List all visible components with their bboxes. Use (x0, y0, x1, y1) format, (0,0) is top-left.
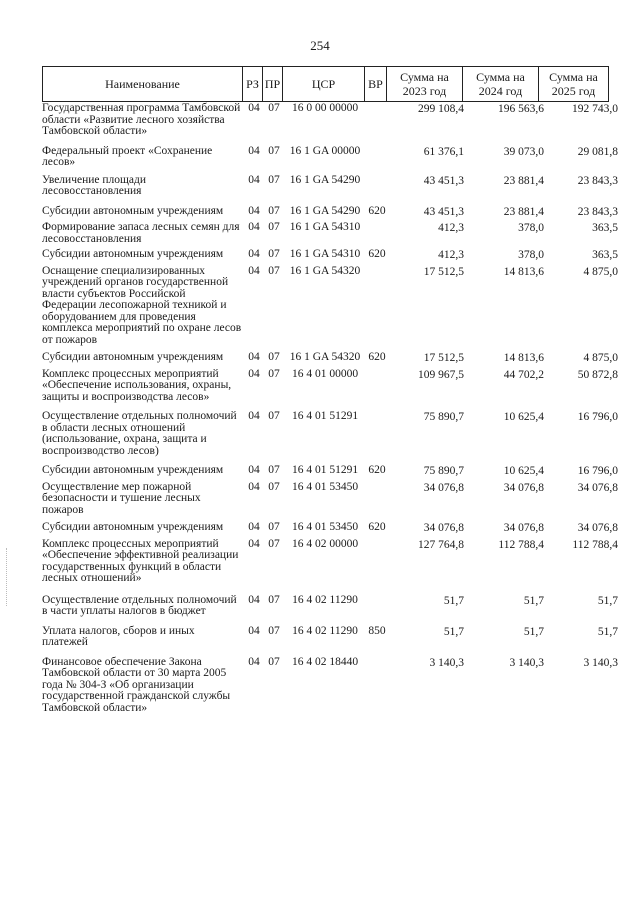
cell-vr (366, 175, 388, 206)
cell-name: Федеральный проект «Сохранение лесов» (42, 144, 213, 168)
cell-sum-2025: 29 081,8 (577, 145, 618, 158)
header-csr: ЦСР (283, 67, 365, 102)
cell-sum-2025: 16 796,0 (577, 411, 618, 423)
cell-sum-2025: 363,5 (592, 222, 618, 234)
cell-rz: 04 (248, 248, 260, 260)
cell-csr: 16 1 GA 54320 (289, 264, 361, 277)
margin-mark (6, 548, 8, 606)
table-row (42, 103, 619, 146)
cell-csr: 16 1 GA 54310 (289, 248, 361, 260)
header-pr: ПР (263, 67, 283, 102)
cell-rz: 04 (248, 204, 260, 217)
cell-sum-2024: 44 702,2 (503, 368, 544, 381)
cell-pr: 07 (268, 464, 280, 476)
cell-vr: 620 (368, 351, 386, 363)
cell-csr: 16 4 02 11290 (292, 624, 358, 637)
cell-pr: 07 (268, 351, 280, 363)
cell-sum-2024: 196 563,6 (498, 103, 544, 115)
cell-sum-2024: 10 625,4 (503, 465, 544, 477)
cell-pr: 07 (268, 102, 280, 114)
cell-name: Финансовое обеспечение Закона Тамбовской области от 30 марта 2005 года № 304-З «Об организации государственной гражданской службы Тамбовской области» (42, 655, 231, 714)
cell-name: Оснащение специализированных учреждений органов государственной власти субъектов Российской Федерации лесопожарной техникой и оборудованием для проведения комплекса мероприятий по охране лесов от пожаров (42, 264, 242, 346)
header-name: Наименование (43, 67, 243, 102)
cell-sum-2024: 10 625,4 (503, 411, 544, 423)
cell-pr: 07 (268, 248, 280, 260)
cell-rz: 04 (248, 655, 260, 668)
cell-pr: 07 (268, 410, 280, 422)
table-row (42, 206, 619, 223)
cell-sum-2023: 34 076,8 (423, 481, 464, 494)
cell-csr: 16 4 02 18440 (291, 655, 359, 668)
cell-sum-2024: 3 140,3 (509, 656, 544, 669)
cell-csr: 16 1 GA 54310 (289, 221, 361, 233)
cell-name: Субсидии автономным учреждениям (42, 204, 224, 217)
cell-sum-2025: 51,7 (597, 594, 618, 607)
cell-rz: 04 (248, 464, 260, 476)
cell-csr: 16 1 GA 00000 (289, 144, 361, 157)
cell-vr: 850 (368, 624, 386, 637)
table-row (42, 352, 619, 369)
cell-sum-2023: 43 451,3 (423, 205, 464, 218)
cell-sum-2023: 17 512,5 (423, 352, 464, 364)
cell-sum-2023: 412,3 (438, 222, 464, 234)
page-number: 254 (310, 38, 330, 53)
cell-sum-2024: 14 813,6 (503, 352, 544, 364)
cell-vr (366, 266, 388, 353)
budget-table (42, 103, 619, 714)
cell-name: Уплата налогов, сборов и иных платежей (42, 624, 195, 648)
cell-name: Увеличение площади лесовосстановления (42, 173, 146, 197)
cell-sum-2024: 23 881,4 (503, 174, 544, 187)
table-row (42, 411, 619, 465)
cell-csr: 16 4 01 51291 (291, 464, 359, 476)
cell-sum-2024: 378,0 (518, 222, 544, 234)
cell-rz: 04 (248, 537, 260, 550)
cell-name: Субсидии автономным учреждениям (42, 521, 224, 533)
cell-rz: 04 (248, 410, 260, 422)
cell-sum-2025: 192 743,0 (572, 103, 618, 115)
cell-pr: 07 (268, 144, 280, 157)
cell-sum-2023: 43 451,3 (423, 174, 464, 187)
cell-name: Осуществление отдельных полномочий в области лесных отношений (использование, охрана, защита и воспроизводство лесов) (42, 410, 237, 457)
cell-name: Субсидии автономным учреждениям (42, 464, 224, 476)
cell-sum-2023: 3 140,3 (429, 656, 464, 669)
cell-pr: 07 (268, 204, 280, 217)
cell-csr: 16 1 GA 54290 (289, 204, 361, 217)
cell-vr (366, 595, 388, 626)
cell-csr: 16 4 02 00000 (291, 537, 359, 550)
table-row (42, 249, 619, 266)
cell-sum-2023: 127 764,8 (418, 538, 464, 551)
cell-sum-2023: 61 376,1 (423, 145, 464, 158)
cell-vr (366, 103, 388, 146)
cell-sum-2025: 3 140,3 (583, 656, 618, 669)
cell-sum-2023: 75 890,7 (423, 411, 464, 423)
cell-sum-2024: 51,7 (523, 625, 544, 638)
table-row (42, 222, 619, 249)
cell-pr: 07 (268, 173, 280, 186)
table-row (42, 175, 619, 206)
cell-sum-2024: 39 073,0 (503, 145, 544, 158)
cell-sum-2023: 109 967,5 (418, 368, 464, 381)
cell-name: Комплекс процессных мероприятий «Обеспечение использования, охраны, защиты и воспроизводства лесов» (42, 367, 232, 403)
cell-rz: 04 (248, 367, 260, 380)
cell-vr (366, 411, 388, 465)
cell-vr: 620 (368, 248, 386, 260)
table-row (42, 465, 619, 482)
cell-pr: 07 (268, 521, 280, 533)
table-row (42, 146, 619, 175)
cell-csr: 16 4 01 51291 (291, 410, 359, 422)
table-row (42, 266, 619, 353)
cell-rz: 04 (248, 221, 260, 233)
cell-sum-2025: 50 872,8 (577, 368, 618, 381)
cell-sum-2023: 412,3 (438, 249, 464, 261)
cell-vr (366, 539, 388, 595)
cell-pr: 07 (268, 480, 280, 493)
cell-name: Осуществление отдельных полномочий в части уплаты налогов в бюджет (42, 593, 237, 617)
table-row (42, 369, 619, 412)
cell-sum-2024: 23 881,4 (503, 205, 544, 218)
cell-sum-2025: 23 843,3 (577, 174, 618, 187)
cell-name: Осуществление мер пожарной безопасности и тушение лесных пожаров (42, 480, 201, 516)
cell-sum-2023: 299 108,4 (418, 103, 464, 115)
cell-csr: 16 0 00 00000 (291, 102, 359, 114)
cell-rz: 04 (248, 144, 260, 157)
cell-csr: 16 4 01 53450 (291, 521, 359, 533)
cell-pr: 07 (268, 367, 280, 380)
cell-sum-2024: 378,0 (518, 249, 544, 261)
cell-name: Субсидии автономным учреждениям (42, 248, 224, 260)
cell-sum-2025: 34 076,8 (577, 522, 618, 534)
table-row (42, 539, 619, 595)
header-sum-2024: Сумма на 2024 год (463, 67, 539, 102)
cell-sum-2024: 112 788,4 (498, 538, 544, 551)
cell-rz: 04 (248, 521, 260, 533)
cell-sum-2024: 34 076,8 (503, 522, 544, 534)
table-header (42, 66, 609, 102)
cell-sum-2024: 14 813,6 (503, 265, 544, 278)
header-sum-2023: Сумма на 2023 год (387, 67, 463, 102)
cell-pr: 07 (268, 264, 280, 277)
header-vr: ВР (365, 67, 387, 102)
cell-pr: 07 (268, 655, 280, 668)
cell-sum-2024: 51,7 (523, 594, 544, 607)
table-row (42, 522, 619, 539)
cell-pr: 07 (268, 537, 280, 550)
cell-vr (366, 146, 388, 175)
table-row (42, 657, 619, 715)
header-sum-2025: Сумма на 2025 год (539, 67, 609, 102)
table-row (42, 626, 619, 657)
table-row (42, 482, 619, 523)
header-rz: РЗ (243, 67, 263, 102)
cell-sum-2025: 51,7 (597, 625, 618, 638)
cell-vr: 620 (368, 464, 386, 476)
cell-rz: 04 (248, 480, 260, 493)
cell-rz: 04 (248, 624, 260, 637)
cell-rz: 04 (248, 593, 260, 606)
cell-sum-2025: 363,5 (592, 249, 618, 261)
cell-vr (366, 482, 388, 523)
cell-sum-2025: 34 076,8 (577, 481, 618, 494)
cell-sum-2025: 4 875,0 (583, 265, 618, 278)
cell-vr (366, 657, 388, 715)
cell-vr: 620 (368, 521, 386, 533)
cell-name: Комплекс процессных мероприятий «Обеспечение эффективной реализации государственных функций в области лесных отношений» (42, 537, 239, 584)
table-row (42, 595, 619, 626)
cell-sum-2024: 34 076,8 (503, 481, 544, 494)
cell-name: Формирование запаса лесных семян для лесовосстановления (42, 221, 240, 245)
cell-vr (366, 222, 388, 249)
cell-vr: 620 (368, 204, 386, 217)
cell-pr: 07 (268, 593, 280, 606)
cell-sum-2023: 51,7 (443, 594, 464, 607)
cell-pr: 07 (268, 221, 280, 233)
cell-name: Государственная программа Тамбовской области «Развитие лесного хозяйства Тамбовской области» (42, 102, 241, 137)
cell-sum-2025: 4 875,0 (583, 352, 618, 364)
cell-csr: 16 1 GA 54320 (289, 351, 361, 363)
cell-vr (366, 369, 388, 412)
cell-csr: 16 4 01 53450 (291, 480, 359, 493)
cell-csr: 16 4 01 00000 (291, 367, 359, 380)
cell-sum-2023: 51,7 (443, 625, 464, 638)
cell-sum-2025: 23 843,3 (577, 205, 618, 218)
cell-sum-2023: 17 512,5 (423, 265, 464, 278)
cell-csr: 16 4 02 11290 (292, 593, 358, 606)
cell-rz: 04 (248, 102, 260, 114)
cell-csr: 16 1 GA 54290 (289, 173, 361, 186)
cell-sum-2023: 34 076,8 (423, 522, 464, 534)
cell-pr: 07 (268, 624, 280, 637)
cell-rz: 04 (248, 264, 260, 277)
cell-sum-2025: 112 788,4 (572, 538, 618, 551)
cell-rz: 04 (248, 173, 260, 186)
cell-name: Субсидии автономным учреждениям (42, 351, 224, 363)
cell-sum-2023: 75 890,7 (423, 465, 464, 477)
cell-sum-2025: 16 796,0 (577, 465, 618, 477)
cell-rz: 04 (248, 351, 260, 363)
